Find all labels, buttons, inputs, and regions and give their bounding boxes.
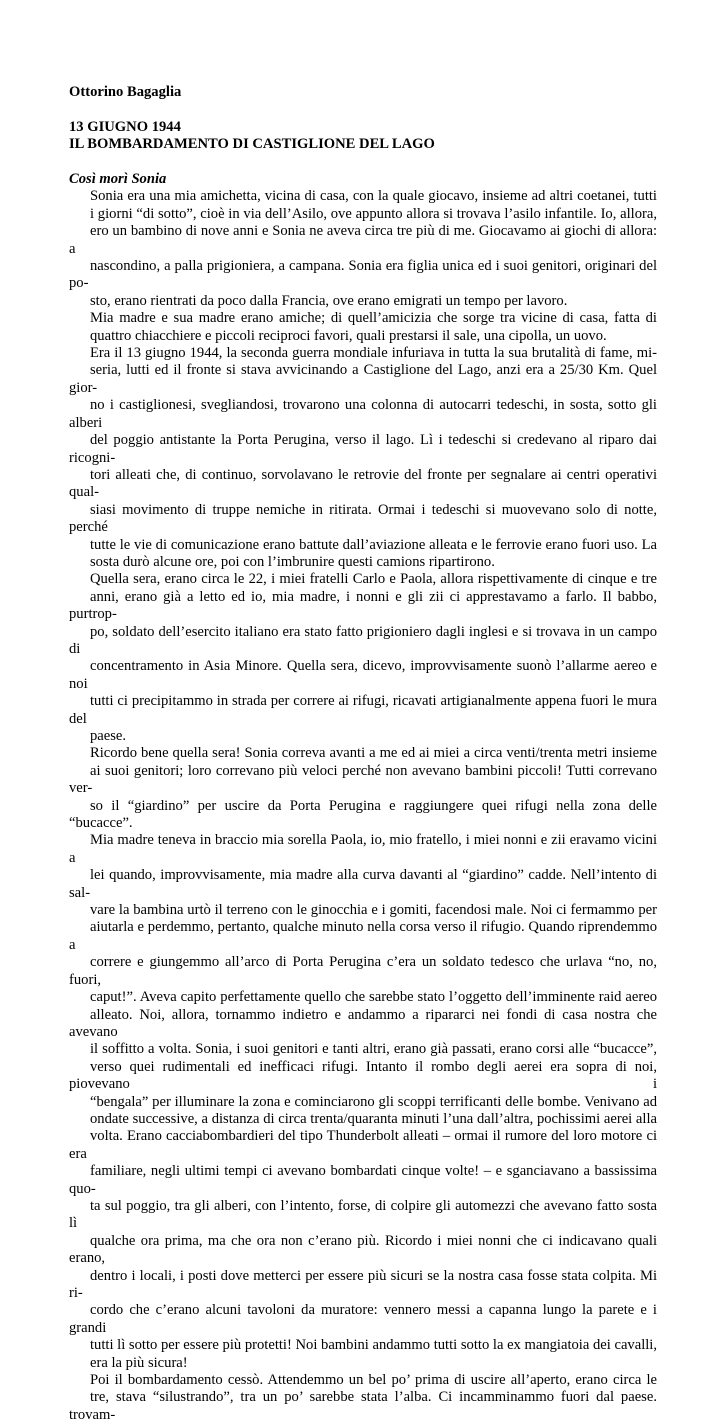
paragraph-line: Ricordo bene quella sera! Sonia correva avanti a me ed ai miei a circa venti/trenta metri insieme [90, 745, 657, 762]
paragraph-line: lei quando, improvvisamente, mia madre alla curva davanti al “giardino” cadde. Nell’intento di sal- [69, 867, 657, 901]
paragraph-line: vare la bambina urtò il terreno con le ginocchia e i gomiti, facendosi male. Noi ci fermammo per [90, 902, 657, 919]
paragraph-line: aiutarla e perdemmo, pertanto, qualche minuto nella corsa verso il rifugio. Quando riprendemmo a [69, 919, 657, 953]
paragraph-line: ai suoi genitori; loro correvano più veloci perché non avevano bambini piccoli! Tutti correvano ver- [69, 762, 657, 797]
paragraph-line: tre, stava “silustrando”, tra un po’ sarebbe stata l’alba. Ci incamminammo fuori dal paese. trovam- [69, 1389, 657, 1423]
paragraph-line: concentramento in Asia Minore. Quella sera, dicevo, improvvisamente suonò l’allarme aereo e noi [69, 658, 657, 692]
paragraph-line: Sonia era una mia amichetta, vicina di casa, con la quale giocavo, insieme ad altri coetanei, tutti [90, 188, 657, 205]
paragraph [69, 310, 657, 345]
body-text [69, 188, 657, 1424]
paragraph-line: qualche ora prima, ma che ora non c’erano più. Ricordo i miei nonni che ci indicavano quali erano, [69, 1232, 657, 1267]
paragraph-line: sto, erano rientrati da poco dalla Francia, ove erano emigrati un tempo per lavoro. [90, 292, 568, 309]
paragraph-line: dentro i locali, i posti dove metterci per essere più sicuri se la nostra casa fosse stata colpita. Mi ri- [69, 1267, 657, 1301]
title-block [69, 119, 657, 154]
paragraph-line: tori alleati che, di continuo, sorvolavano le retrovie del fronte per segnalare ai centri operativi qual- [69, 466, 657, 501]
paragraph-line: ondate successive, a distanza di circa trenta/quaranta minuti l’una dall’altra, pochissimi aerei alla [90, 1110, 657, 1127]
paragraph-line: Mia madre e sua madre erano amiche; di quell’amicizia che sorge tra vicine di casa, fatta di [90, 310, 657, 327]
paragraph-line: po, soldato dell’esercito italiano era stato fatto prigioniero dagli inglesi e si trovava in un campo di [69, 623, 657, 657]
paragraph-line: Mia madre teneva in braccio mia sorella Paola, io, mio fratello, i miei nonni e zii eravamo vicini a [69, 832, 657, 866]
paragraph-line: tutti ci precipitammo in strada per correre ai rifugi, ricavati artigianalmente appena fuori le mura del [69, 693, 657, 727]
paragraph [69, 1372, 657, 1424]
paragraph-line: quattro chiacchiere e piccoli reciproci favori, quali prestarsi il sale, una cipolla, un uovo. [90, 327, 607, 344]
paragraph-line: il soffitto a volta. Sonia, i suoi genitori e tanti altri, erano già passati, erano corsi alle “bucacce”, [90, 1041, 657, 1058]
paragraph [69, 345, 657, 571]
paragraph-line: del poggio antistante la Porta Perugina, verso il lago. Lì i tedeschi si credevano al riparo dai ricogni- [69, 432, 657, 466]
paragraph-line: alleato. Noi, allora, tornammo indietro e andammo a ripararci nei fondi di casa nostra che avevano [69, 1006, 657, 1040]
paragraph-line: sosta durò alcune ore, poi con l’imbrunire questi camions ripartirono. [90, 553, 495, 570]
paragraph-line: verso quei rudimentali ed inefficaci rifugi. Intanto il rombo degli aerei era sopra di noi, piovevano i [69, 1058, 657, 1093]
paragraph-line: era la più sicura! [90, 1354, 188, 1371]
paragraph-line: familiare, negli ultimi tempi ci avevano bombardati cinque volte! – e sganciavano a bassissima quo- [69, 1163, 657, 1197]
paragraph-line: paese. [90, 728, 127, 744]
paragraph [69, 188, 657, 310]
section-title: Così morì Sonia [69, 171, 167, 187]
paragraph-line: ta sul poggio, tra gli alberi, con l’intento, forse, di colpire gli automezzi che avevano fatto sosta lì [69, 1197, 657, 1232]
paragraph-line: Poi il bombardamento cessò. Attendemmo un bel po’ prima di uscire all’aperto, erano circa le [90, 1372, 657, 1389]
paragraph-line: no i castiglionesi, svegliandosi, trovarono una colonna di autocarri tedeschi, in sosta, sotto gli alberi [69, 397, 657, 431]
date-title: 13 GIUGNO 1944 [69, 118, 181, 135]
paragraph-line: nascondino, a palla prigioniera, a campana. Sonia era figlia unica ed i suoi genitori, originari del po- [69, 258, 657, 292]
author-name: Ottorino Bagaglia [69, 84, 182, 100]
paragraph-line: tutti lì sotto per essere più protetti! Noi bambini andammo tutti sotto la ex mangiatoia dei cavalli, [90, 1337, 658, 1354]
paragraph-line: Era il 13 giugno 1944, la seconda guerra mondiale infuriava in tutta la sua brutalità di fame, mi- [90, 345, 657, 362]
paragraph-line: i giorni “di sotto”, cioè in via dell’Asilo, ove appunto allora si trovava l’asilo infantile. Io, allora, [90, 205, 657, 222]
paragraph-line: caput!”. Aveva capito perfettamente quello che sarebbe stato l’oggetto dell’imminente raid aereo [90, 989, 657, 1006]
paragraph-line: volta. Erano cacciabombardieri del tipo Thunderbolt alleati – ormai il rumore del loro motore ci era [69, 1128, 657, 1162]
paragraph [69, 745, 657, 1372]
paragraph-line: seria, lutti ed il fronte si stava avvicinando a Castiglione del Lago, anzi era a 25/30 Km. Quel gior- [69, 362, 657, 396]
paragraph-line: so il “giardino” per uscire da Porta Perugina e raggiungere quei rifugi nella zona delle “bucacce”. [69, 797, 657, 832]
paragraph [69, 571, 657, 745]
paragraph-line: ero un bambino di nove anni e Sonia ne aveva circa tre più di me. Giocavamo ai giochi di allora: a [69, 223, 657, 257]
paragraph-line: siasi movimento di truppe nemiche in ritirata. Ormai i tedeschi si muovevano solo di notte, perché [69, 501, 657, 536]
paragraph-line: tutte le vie di comunicazione erano battute dall’aviazione alleata e le ferrovie erano fuori uso. La [90, 536, 657, 553]
paragraph-line: cordo che c’erano alcuni tavoloni da muratore: vennero messi a capanna lungo la parete e i grandi [69, 1302, 657, 1336]
paragraph-line: correre e giungemmo all’arco di Porta Perugina c’era un soldato tedesco che urlava “no, no, fuori, [69, 954, 657, 988]
paragraph-line: Quella sera, erano circa le 22, i miei fratelli Carlo e Paola, allora rispettivamente di cinque e tre [90, 571, 657, 588]
document-page [69, 84, 657, 1424]
paragraph-line: “bengala” per illuminare la zona e cominciarono gli scoppi terrificanti delle bombe. Venivano ad [90, 1093, 657, 1110]
paragraph-line: anni, erano già a letto ed io, mia madre, i nonni e gli zii ci apprestavamo a farlo. Il babbo, purtrop- [69, 588, 657, 623]
main-title: IL BOMBARDAMENTO DI CASTIGLIONE DEL LAGO [69, 136, 435, 153]
